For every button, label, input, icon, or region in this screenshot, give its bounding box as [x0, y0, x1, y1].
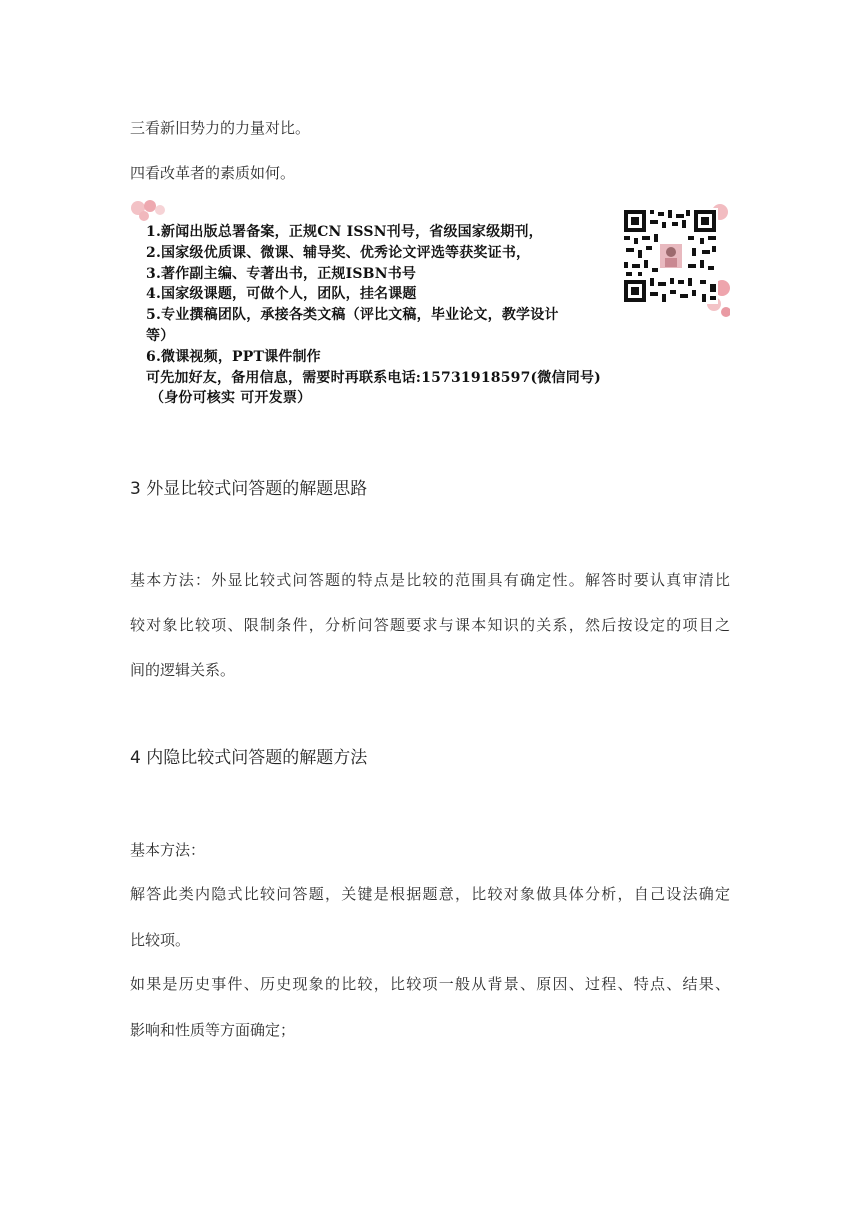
section-4-line-3: 如果是历史事件、历史现象的比较，比较项一般从背景、原因、过程、特点、结果、 [130, 975, 730, 993]
intro-line-1: 三看新旧势力的力量对比。 [130, 119, 311, 137]
ad-banner [130, 200, 730, 414]
ad-line-1: 1.新闻出版总署备案，正规CN ISSN刊号，省级国家级期刊， [146, 224, 543, 240]
qr-code-icon [622, 208, 718, 304]
section-3-line-1: 基本方法：外显比较式问答题的特点是比较的范围具有确定性。解答时要认真审清比 [130, 571, 730, 589]
ad-text-block [146, 222, 601, 409]
ad-line-2: 2.国家级优质课、微课、辅导奖、优秀论文评选等获奖证书， [146, 244, 531, 261]
section-4-line-2: 比较项。 [130, 931, 191, 949]
section-4-line-1: 解答此类内隐式比较问答题，关键是根据题意，比较对象做具体分析，自己设法确定 [130, 885, 730, 903]
ad-line-5: 5.专业撰稿团队，承接各类文稿（评比文稿，毕业论文，教学设计 [146, 307, 559, 324]
ad-line-3: 3.著作副主编、专著出书，正规ISBN书号 [146, 265, 417, 282]
section-3-line-3: 间的逻辑关系。 [130, 661, 236, 679]
ad-line-4: 4.国家级课题，可做个人，团队，挂名课题 [146, 286, 417, 303]
ad-line-6: 等） [146, 327, 175, 344]
ad-line-7: 6.微课视频，PPT课件制作 [146, 348, 321, 365]
section-4-line-4: 影响和性质等方面确定； [130, 1021, 296, 1039]
section-4-heading: 4 内隐比较式问答题的解题方法 [130, 748, 368, 768]
section-4-label: 基本方法： [130, 841, 206, 859]
ad-line-8: 可先加好友，备用信息，需要时再联系电话:15731918597(微信同号) [146, 369, 601, 386]
section-3-line-2: 较对象比较项、限制条件，分析问答题要求与课本知识的关系，然后按设定的项目之 [130, 616, 730, 634]
ad-line-9: （身份可核实 可开发票） [150, 390, 312, 407]
section-3-heading: 3 外显比较式问答题的解题思路 [130, 479, 368, 499]
intro-line-2: 四看改革者的素质如何。 [130, 164, 296, 182]
